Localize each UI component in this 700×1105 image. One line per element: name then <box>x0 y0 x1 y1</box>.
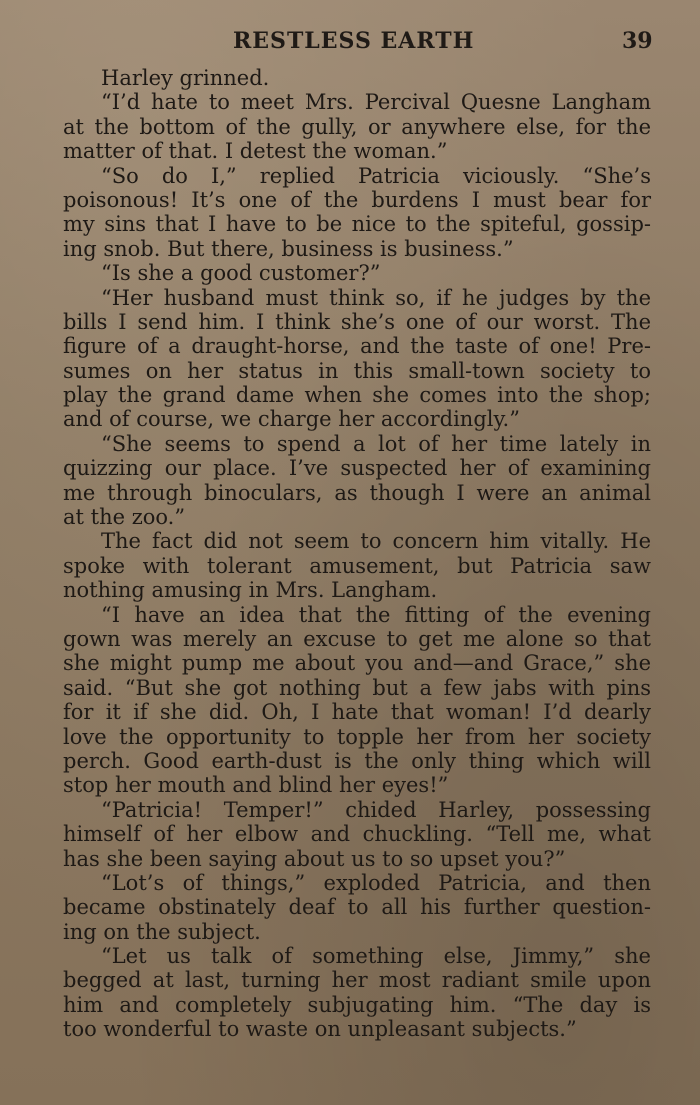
text-line: gown was merely an excuse to get me alone so that <box>63 626 651 651</box>
text-line: nothing amusing in Mrs. Langham. <box>63 578 438 603</box>
text-line: him and completely subjugating him. “The day is <box>63 992 651 1017</box>
text-line: me through binoculars, as though I were an animal <box>63 480 651 505</box>
text-line: love the opportunity to topple her from her society <box>63 724 651 749</box>
text-line: “So do I,” replied Patricia viciously. “She’s <box>101 163 651 188</box>
text-line: himself of her elbow and chuckling. “Tell me, what <box>63 822 651 847</box>
text-line: Harley grinned. <box>101 66 270 90</box>
text-line: quizzing our place. I’ve suspected her of examining <box>63 456 651 481</box>
text-line: “I’d hate to meet Mrs. Percival Quesne Langham <box>101 90 651 115</box>
text-line: for it if she did. Oh, I hate that woman! I’d dearly <box>63 700 651 725</box>
text-line: has she been saying about us to so upset you?” <box>63 846 566 871</box>
text-line: “Let us talk of something else, Jimmy,” she <box>101 944 651 969</box>
text-line: and of course, we charge her accordingly.” <box>63 407 520 432</box>
page-number: 39 <box>622 28 653 54</box>
text-line: ing on the subject. <box>63 919 261 944</box>
text-line: The fact did not seem to concern him vitally. He <box>101 529 651 554</box>
text-line: “I have an idea that the fitting of the evening <box>101 602 651 627</box>
text-line: “Her husband must think so, if he judges by the <box>101 285 651 310</box>
text-line: “She seems to spend a lot of her time lately in <box>101 431 651 456</box>
text-line: my sins that I have to be nice to the spiteful, gossip- <box>63 212 651 237</box>
text-line: stop her mouth and blind her eyes!” <box>63 773 449 798</box>
running-head <box>0 28 700 58</box>
text-line: poisonous! It’s one of the burdens I must bear for <box>63 187 651 212</box>
text-line: begged at last, turning her most radiant smile upon <box>63 968 651 993</box>
text-line: at the bottom of the gully, or anywhere else, for the <box>63 114 651 139</box>
text-line: she might pump me about you and—and Grace,” she <box>63 651 651 676</box>
text-line: figure of a draught-horse, and the taste of one! Pre- <box>63 334 651 359</box>
text-line: sumes on her status in this small-town society to <box>63 358 651 383</box>
text-line: bills I send him. I think she’s one of our worst. The <box>63 309 651 334</box>
text-line: matter of that. I detest the woman.” <box>63 139 448 164</box>
text-line: spoke with tolerant amusement, but Patricia saw <box>63 553 651 578</box>
text-line: “Patricia! Temper!” chided Harley, possessing <box>101 797 651 822</box>
text-line: perch. Good earth-dust is the only thing which will <box>63 748 651 773</box>
body-text <box>63 66 651 1042</box>
text-line: play the grand dame when she comes into the shop; <box>63 383 651 408</box>
running-title: RESTLESS EARTH <box>233 28 475 54</box>
text-line: at the zoo.” <box>63 505 186 530</box>
text-line: became obstinately deaf to all his further question- <box>63 895 651 920</box>
text-line: ing snob. But there, business is business.” <box>63 236 514 261</box>
text-line: said. “But she got nothing but a few jabs with pins <box>63 675 651 700</box>
text-line: “Is she a good customer?” <box>101 261 381 286</box>
text-line: “Lot’s of things,” exploded Patricia, and then <box>101 870 651 895</box>
text-line: too wonderful to waste on unpleasant subjects.” <box>63 1017 577 1042</box>
